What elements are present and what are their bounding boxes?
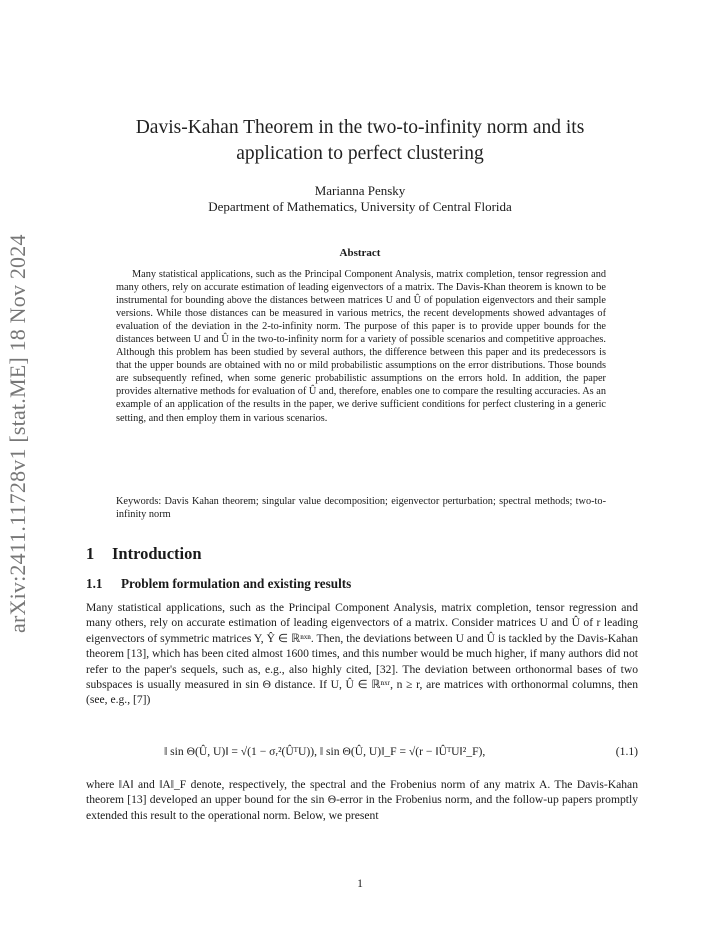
page-number: 1: [357, 877, 363, 890]
abstract-heading: Abstract: [339, 247, 381, 259]
section-title: Introduction: [112, 544, 202, 563]
equation-body: ‖ sin Θ(Û, U)‖ = √(1 − σᵣ²(ÛᵀU)), ‖ sin Θ(Û, U)‖_F = √(r − ‖ÛᵀU‖²_F),: [164, 745, 486, 758]
subsection-heading: [86, 576, 351, 592]
title-line-1: Davis-Kahan Theorem in the two-to-infinity norm and its: [135, 117, 585, 138]
author-affiliation: Department of Mathematics, University of Central Florida: [208, 199, 512, 214]
arxiv-identifier: arXiv:2411.11728v1 [stat.ME] 18 Nov 2024: [5, 234, 30, 633]
section-heading: [86, 544, 202, 564]
equation-number: (1.1): [615, 745, 638, 758]
abstract-text: Many statistical applications, such as the Principal Component Analysis, matrix completion, tensor regression and many others, rely on accurate estimation of leading eigenvectors of a matrix. The Davis-Khan theorem is known to be instrumental for bounding above the distances between matrices U and Û of population eigenvectors and their sample versions. While those distances can be measured in various metrics, the recent developments showed advantages of evaluation of the deviation in the 2-to-infinity norm. The purpose of this paper is to provide upper bounds for the distances between U and Û in the two-to-infinity norm for a variety of possible scenarios and competitive approaches. Although this problem has been studied by several authors, the difference between this paper and its predecessors is that the upper bounds are obtained with no or mild probabilistic assumptions on the error distributions. Those bounds are subsequently refined, when some generic probabilistic assumptions on the errors hold. In addition, the paper provides alternative methods for evaluation of Û and, therefore, enables one to compare the resulting accuracies. As an example of an application of the results in the paper, we derive sufficient conditions for perfect clustering in a generic setting, and then employ them in various scenarios.: [116, 269, 606, 424]
paper-title: [100, 115, 620, 167]
body-paragraph: where ‖A‖ and ‖A‖_F denote, respectively, the spectral and the Frobenius norm of any matrix A. The Davis-Kahan theorem [13] developed an upper bound for the sin Θ-error in the Frobenius norm, and the follow-up papers promptly extended this result to the operational norm. Below, we present: [86, 778, 638, 822]
subsection-number: 1.1: [86, 576, 103, 591]
keywords: Keywords: Davis Kahan theorem; singular value decomposition; eigenvector perturbation; spectral methods; two-to-infinity norm: [116, 496, 606, 521]
subsection-title: Problem formulation and existing results: [121, 576, 352, 591]
section-number: 1: [86, 544, 95, 563]
author-name: Marianna Pensky: [314, 183, 406, 198]
title-line-2: application to perfect clustering: [236, 143, 484, 164]
body-paragraph: Many statistical applications, such as the Principal Component Analysis, matrix completion, tensor regression and many others, rely on accurate estimation of leading eigenvectors of a matrix. Consider matrices U and Û of r leading eigenvectors of symmetric matrices Y, Ŷ ∈ ℝⁿˣⁿ. Then, the deviations between U and Û is tackled by the Davis-Kahan theorem [13], which has been cited almost 1600 times, and this number would be much higher, if many authors did not refer to the paper's sequels, such as, e.g., also highly cited, [32]. The deviation between orthonormal bases of two subspaces is usually measured in sin Θ distance. If U, Û ∈ ℝⁿˣʳ, n ≥ r, are matrices with orthonormal columns, then (see, e.g., [7]): [86, 601, 638, 707]
